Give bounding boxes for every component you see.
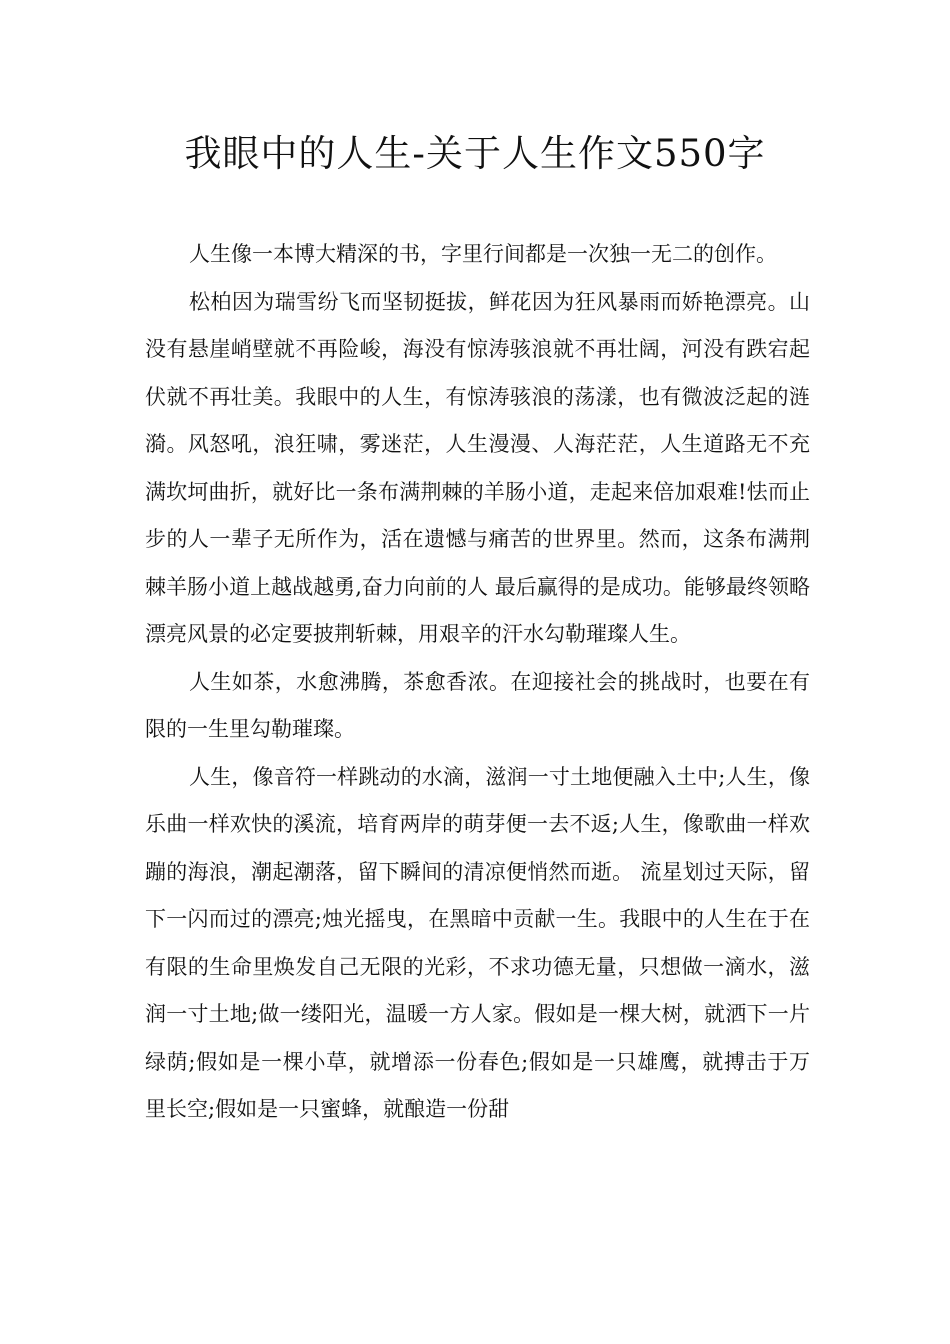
paragraph-2: 松柏因为瑞雪纷飞而坚韧挺拔，鲜花因为狂风暴雨而娇艳漂亮。山没有悬崖峭壁就不再险峻，海没有惊涛骇浪就不再壮阔，河没有跌宕起伏就不再壮美。我眼中的人生，有惊涛骇浪的荡漾，也有微波泛起的涟漪。风怒吼，浪狂啸，雾迷茫，人生漫漫、人海茫茫，人生道路无不充满坎坷曲折，就好比一条布满荆棘的羊肠小道，走起来倍加艰难!怯而止步的人一辈子无所作为，活在遗憾与痛苦的世界里。然而，这条布满荆棘羊肠小道上越战越勇,奋力向前的人 最后赢得的是成功。能够最终领略漂亮风景的必定要披荆斩棘，用艰辛的汗水勾勒璀璨人生。	[145, 289, 810, 646]
paragraph-3: 人生如茶，水愈沸腾，茶愈香浓。在迎接社会的挑战时，也要在有限的一生里勾勒璀璨。	[145, 669, 810, 741]
paragraph-1: 人生像一本博大精深的书，字里行间都是一次独一无二的创作。	[189, 242, 777, 266]
essay-body	[145, 231, 810, 1134]
paragraph-4: 人生，像音符一样跳动的水滴，滋润一寸土地便融入土中;人生，像乐曲一样欢快的溪流，培育两岸的萌芽便一去不返;人生，像歌曲一样欢蹦的海浪，潮起潮落，留下瞬间的清凉便悄然而逝。 流星划过天际，留下一闪而过的漂亮;烛光摇曳，在黑暗中贡献一生。我眼中的人生在于在有限的生命里焕发自己无限的光彩，不求功德无量，只想做一滴水，滋润一寸土地;做一缕阳光，温暖一方人家。假如是一棵大树，就洒下一片绿荫;假如是一棵小草，就增添一份春色;假如是一只雄鹰，就搏击于万里长空;假如是一只蜜蜂，就酿造一份甜	[145, 764, 810, 1121]
page-title: 我眼中的人生-关于人生作文550字	[184, 132, 766, 175]
